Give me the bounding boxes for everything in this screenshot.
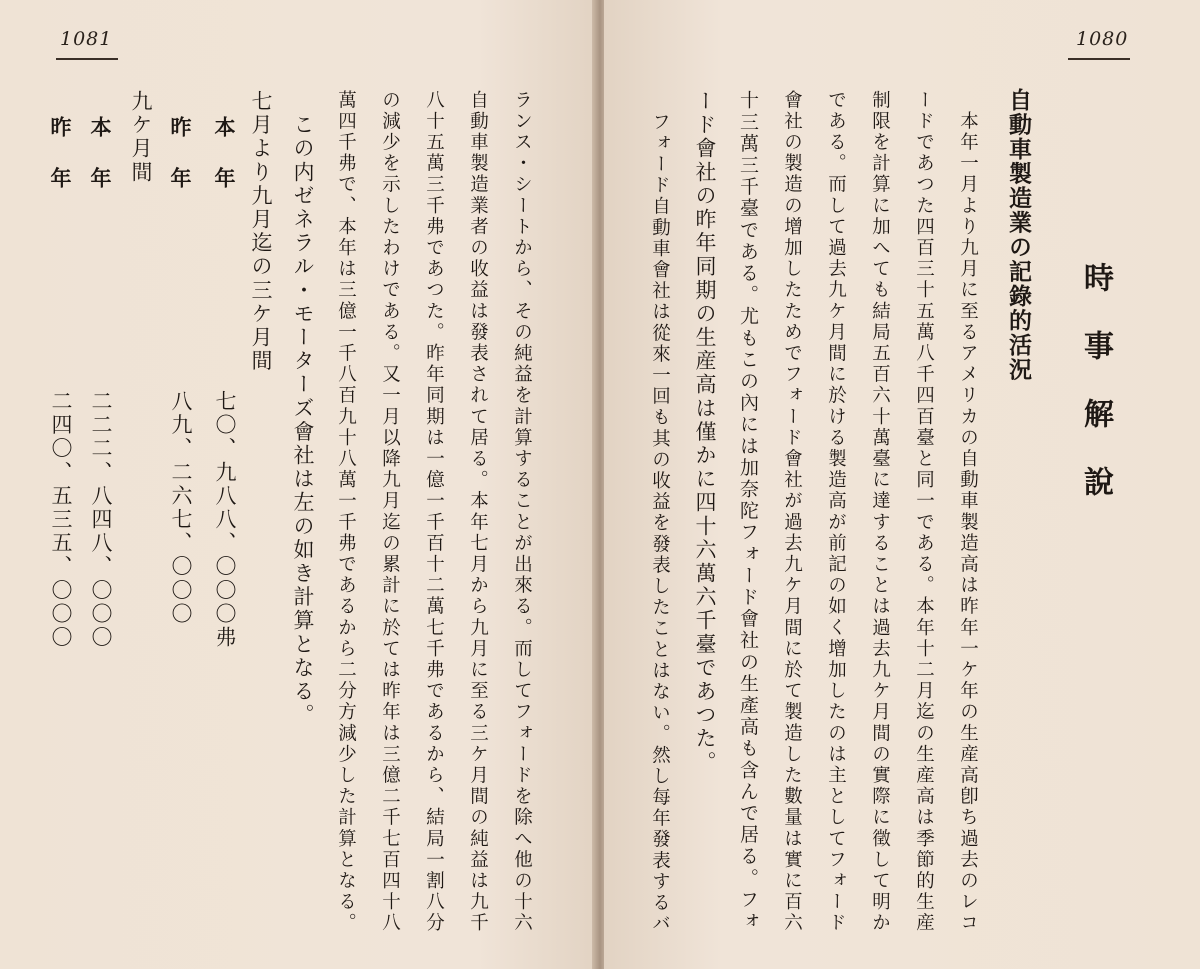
text-column: 本年一月より九月に至るアメリカの自動車製造高は昨年一ケ年の生産高卽ち過去のレコ: [957, 90, 979, 934]
page-number-right: 1080: [1076, 28, 1129, 50]
table-label: 本年: [212, 116, 237, 218]
table-value: 二二二、八四八、〇〇〇: [89, 390, 113, 650]
text-column: 自動車製造業者の收益は發表されて居る。本年七月から九月に至る三ケ月間の純益は九千: [467, 90, 489, 934]
nine-month-heading: 九ケ月間: [129, 90, 153, 185]
page-number-left: 1081: [60, 28, 113, 50]
text-column: ードであつた四百三十五萬八千四百臺と同一である。本年十二月迄の生産高は季節的生産: [913, 90, 935, 934]
table-value: 七〇、九八八、〇〇〇弗: [213, 390, 237, 650]
table-label: 昨年: [48, 116, 73, 218]
text-column: 十三萬三千臺である。尤もこの內には加奈陀フォード會社の生產高も含んで居る。フォ: [737, 90, 759, 933]
text-column: 制限を計算に加へても結局五百六十萬臺に達することは過去九ケ月間の實際に徵して明か: [869, 90, 891, 934]
text-column: ランス・シートから、その純益を計算することが出來る。而してフォードを除へ他の十六: [511, 90, 533, 934]
table-label: 本年: [88, 116, 113, 218]
page-number-rule-left: [56, 58, 118, 60]
page-number-rule-right: [1068, 58, 1130, 60]
text-column: フォード自動車會社は從來一回も其の收益を發表したことはない。然し每年發表するバ: [649, 112, 671, 935]
text-column: この内ゼネラル・モーターズ會社は左の如き計算となる。: [291, 90, 315, 728]
right-page: [604, 0, 1200, 969]
left-page: [0, 0, 596, 969]
text-column: 七月より九月迄の三ケ月間: [249, 90, 273, 374]
table-value: 八九、二六七、〇〇〇: [169, 390, 193, 626]
article-heading: 自動車製造業の記錄的活況: [1005, 88, 1031, 382]
text-column: ード會社の昨年同期の生産高は僅かに四十六萬六千臺であつた。: [693, 90, 717, 775]
text-column: 八十五萬三千弗であつた。昨年同期は一億一千百十二萬七千弗であるから、結局一割八分: [423, 90, 445, 934]
table-label: 昨年: [168, 116, 193, 218]
text-column: の減少を示したわけである。又一月以降九月迄の累計に於ては昨年は三億二千七百四十八: [379, 90, 401, 934]
text-column: 萬四千弗で、本年は三億一千八百九十八萬一千弗であるから二分方減少した計算となる。: [335, 90, 357, 934]
table-value: 二四〇、五三五、〇〇〇: [49, 390, 73, 650]
text-column: である。而して過去九ケ月間に於ける製造高が前記の如く增加したのは主としてフォード: [825, 90, 847, 934]
section-title: 時事解說: [1078, 262, 1113, 534]
text-column: 會社の製造の增加したためでフォード會社が過去九ケ月間に於て製造した數量は實に百六: [781, 90, 803, 934]
